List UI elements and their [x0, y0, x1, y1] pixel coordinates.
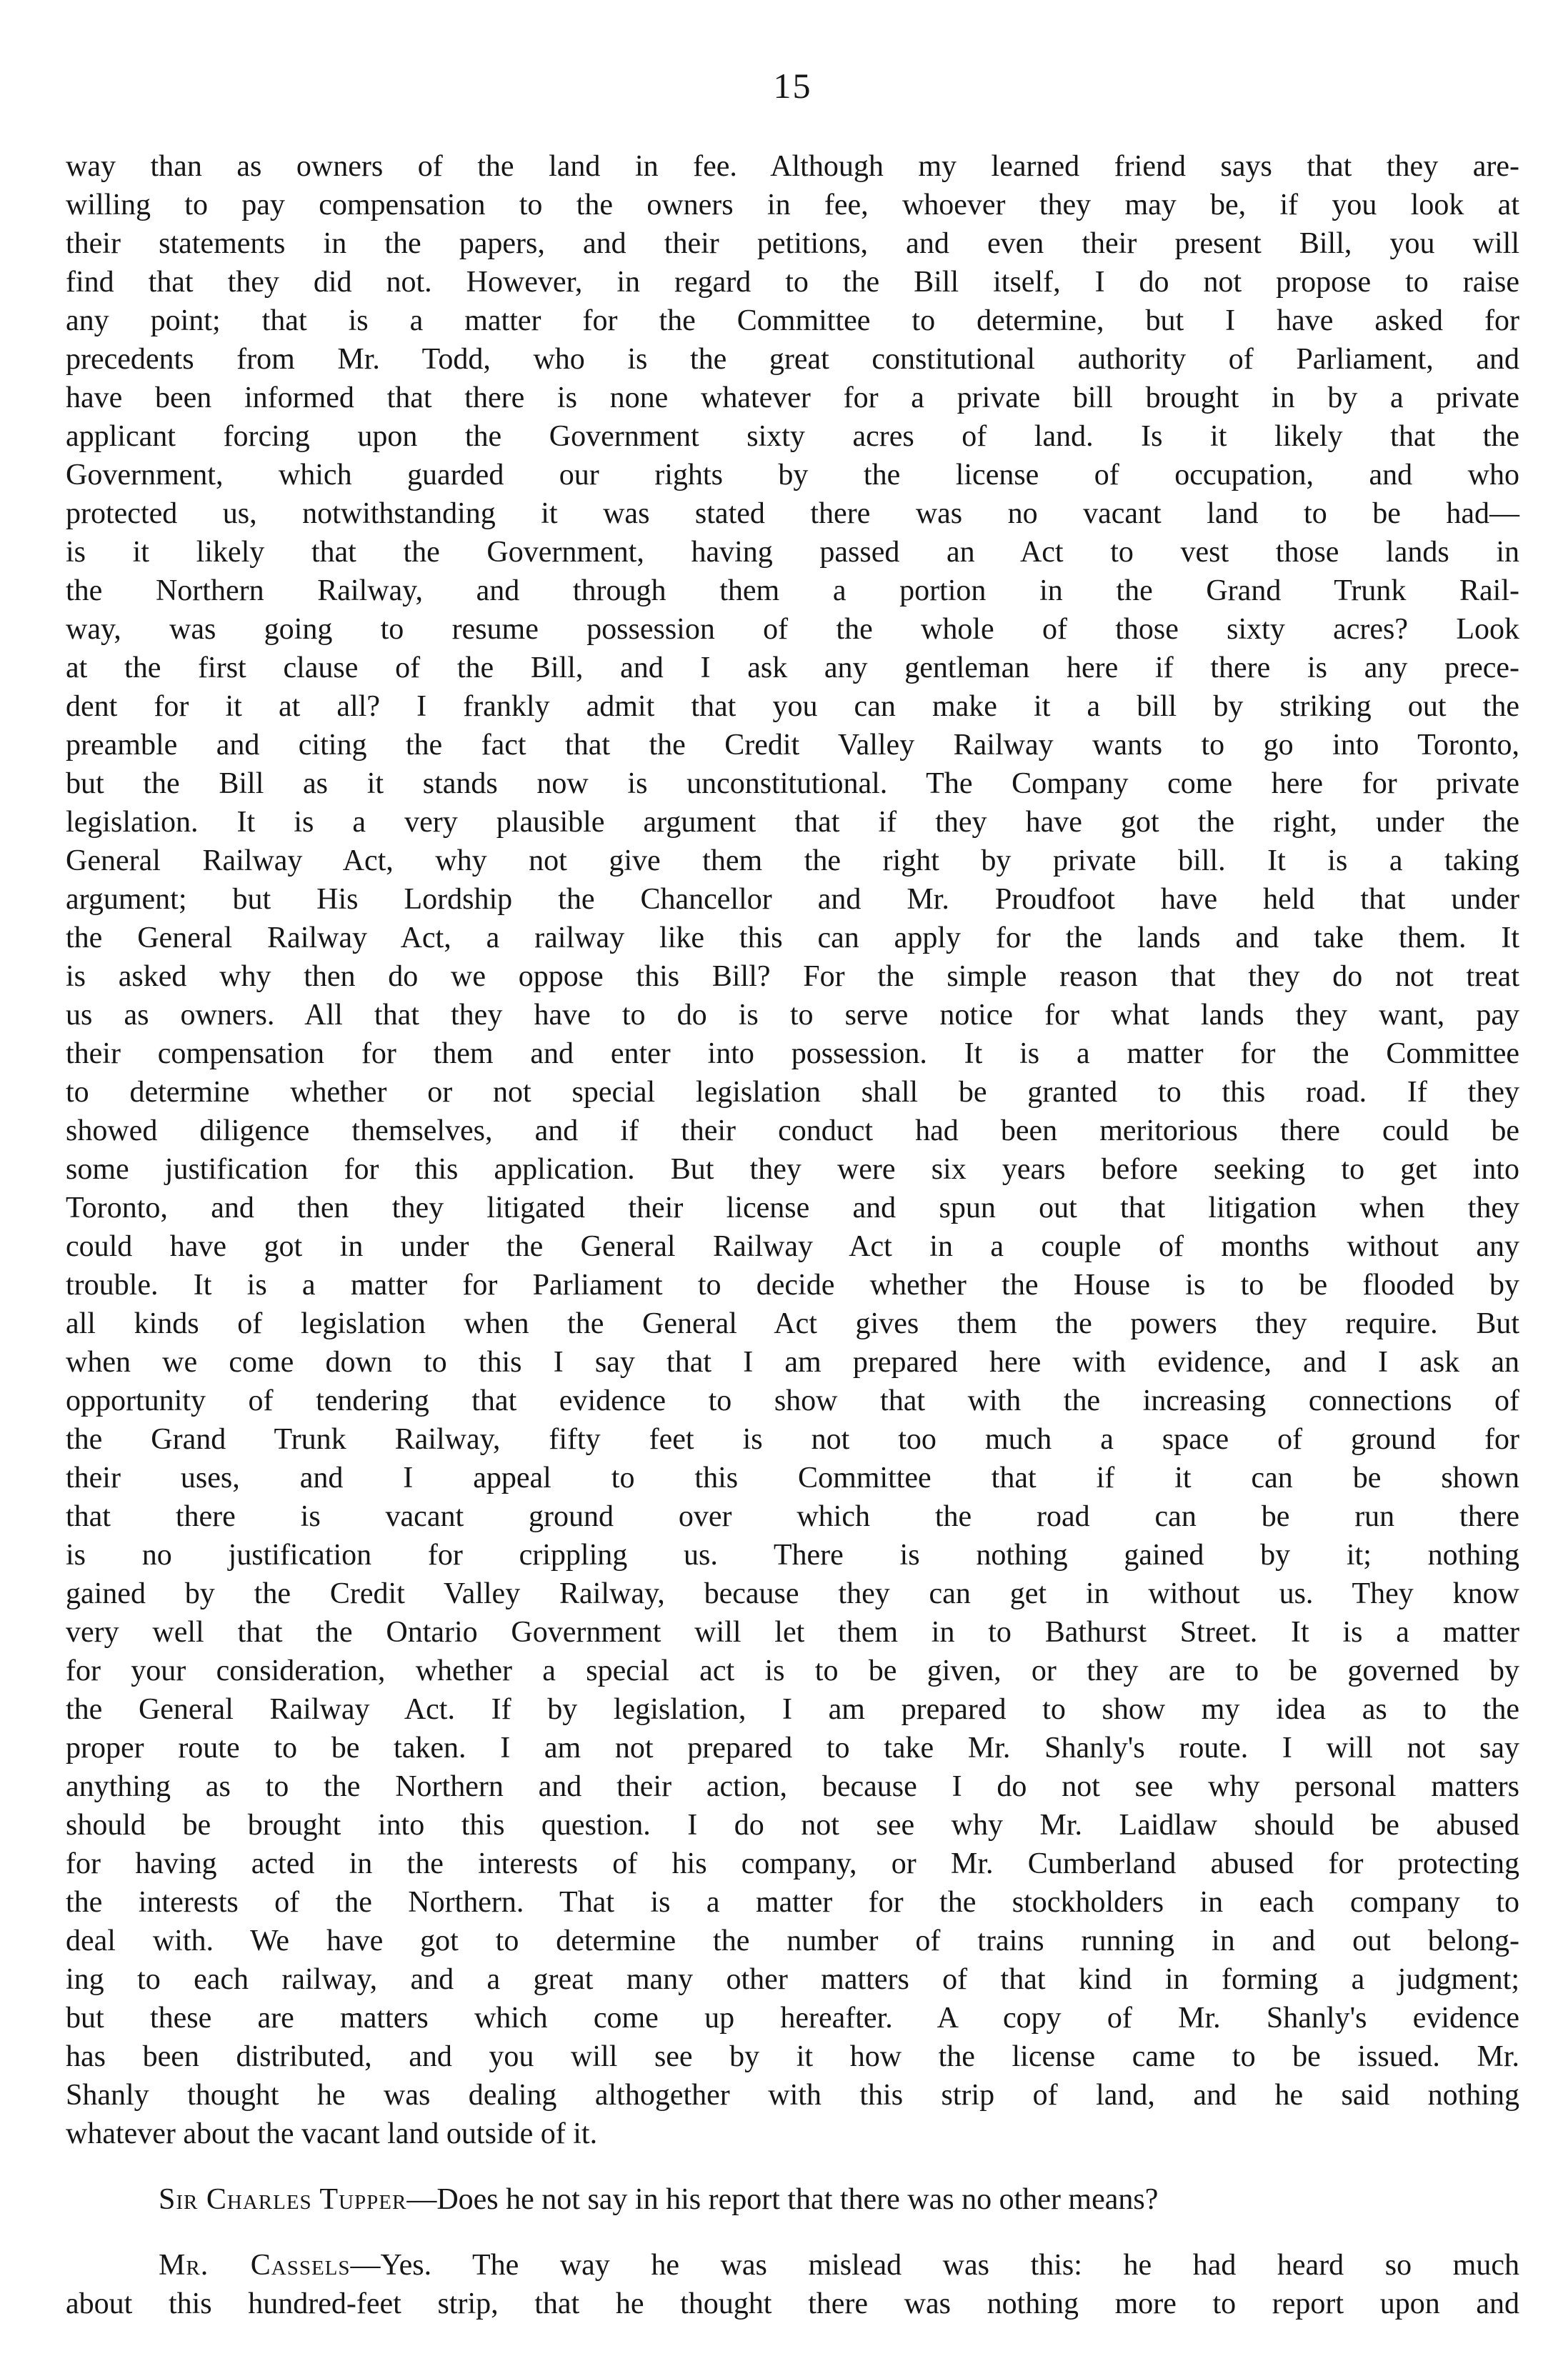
speech-text: —Yes. The way he was mislead was this: he had heard so much: [350, 2249, 1519, 2282]
text-line: showed diligence themselves, and if their conduct had been meritorious there could be: [66, 1114, 1519, 1147]
text-line: opportunity of tendering that evidence to show that with the increasing connections of: [66, 1384, 1519, 1417]
text-line: find that they did not. However, in regard to the Bill itself, I do not propose to raise: [66, 266, 1519, 299]
speaker-name: Mr. Cassels: [159, 2249, 351, 2282]
text-line: the General Railway Act, a railway like this can apply for the lands and take them. It: [66, 922, 1519, 954]
page-number: 15: [773, 66, 812, 106]
text-line: argument; but His Lordship the Chancellor and Mr. Proudfoot have held that under: [66, 883, 1519, 916]
text-line: way than as owners of the land in fee. Although my learned friend says that they are-: [66, 150, 1519, 183]
text-line: proper route to be taken. I am not prepared to take Mr. Shanly's route. I will not say: [66, 1732, 1519, 1764]
text-line: has been distributed, and you will see by it how the license came to be issued. Mr.: [66, 2040, 1519, 2073]
text-line: very well that the Ontario Government will let them in to Bathurst Street. It is a matter: [66, 1616, 1519, 1649]
text-line: the General Railway Act. If by legislation, I am prepared to show my idea as to the: [66, 1693, 1519, 1726]
text-line: dent for it at all? I frankly admit that you can make it a bill by striking out the: [66, 690, 1519, 723]
document-page: [66, 0, 1519, 2376]
text-line: have been informed that there is none whatever for a private bill brought in by a private: [66, 381, 1519, 414]
text-line: should be brought into this question. I do not see why Mr. Laidlaw should be abused: [66, 1809, 1519, 1842]
text-line: Government, which guarded our rights by the license of occupation, and who: [66, 459, 1519, 491]
text-line: for having acted in the interests of his company, or Mr. Cumberland abused for protecting: [66, 1847, 1519, 1880]
text-line: Shanly thought he was dealing althogether with this strip of land, and he said nothing: [66, 2079, 1519, 2112]
text-line: us as owners. All that they have to do is to serve notice for what lands they want, pay: [66, 999, 1519, 1032]
text-line: gained by the Credit Valley Railway, because they can get in without us. They know: [66, 1577, 1519, 1610]
text-line: deal with. We have got to determine the number of trains running in and out belong-: [66, 1925, 1519, 1957]
speech-text: —Does he not say in his report that there was no other means?: [406, 2183, 1159, 2216]
text-line: the Grand Trunk Railway, fifty feet is not too much a space of ground for: [66, 1423, 1519, 1456]
text-line: ing to each railway, and a great many other matters of that kind in forming a judgment;: [66, 1963, 1519, 1996]
text-line: when we come down to this I say that I am prepared here with evidence, and I ask an: [66, 1346, 1519, 1379]
text-line: [66, 2246, 1519, 2285]
text-line: any point; that is a matter for the Committee to determine, but I have asked for: [66, 304, 1519, 337]
text-line: precedents from Mr. Todd, who is the great constitutional authority of Parliament, and: [66, 343, 1519, 376]
text-line: at the first clause of the Bill, and I ask any gentleman here if there is any prece-: [66, 652, 1519, 684]
text-line: [66, 2180, 1519, 2219]
text-line: for your consideration, whether a special act is to be given, or they are to be governed by: [66, 1654, 1519, 1687]
text-line: whatever about the vacant land outside of it.: [66, 2117, 598, 2150]
text-line: but the Bill as it stands now is unconstitutional. The Company come here for private: [66, 767, 1519, 800]
text-line: some justification for this application. But they were six years before seeking to get into: [66, 1153, 1519, 1186]
paragraph-counsel-argument: [66, 147, 1519, 2153]
text-line: way, was going to resume possession of the whole of those sixty acres? Look: [66, 613, 1519, 646]
text-line: that there is vacant ground over which the road can be run there: [66, 1500, 1519, 1533]
text-line: is it likely that the Government, having passed an Act to vest those lands in: [66, 536, 1519, 569]
text-line: about this hundred-feet strip, that he thought there was nothing more to report upon and: [66, 2287, 1519, 2320]
text-line: their statements in the papers, and their petitions, and even their present Bill, you will: [66, 227, 1519, 260]
speaker-name: Sir Charles Tupper: [159, 2183, 407, 2216]
text-line: General Railway Act, why not give them the right by private bill. It is a taking: [66, 844, 1519, 877]
paragraph-question: [66, 2180, 1519, 2219]
text-line: the interests of the Northern. That is a matter for the stockholders in each company to: [66, 1886, 1519, 1919]
text-line: could have got in under the General Railway Act in a couple of months without any: [66, 1230, 1519, 1263]
text-line: but these are matters which come up hereafter. A copy of Mr. Shanly's evidence: [66, 2002, 1519, 2035]
text-line: preamble and citing the fact that the Credit Valley Railway wants to go into Toronto,: [66, 729, 1519, 762]
text-line: is asked why then do we oppose this Bill? For the simple reason that they do not treat: [66, 960, 1519, 993]
text-line: anything as to the Northern and their action, because I do not see why personal matters: [66, 1770, 1519, 1803]
text-line: willing to pay compensation to the owners in fee, whoever they may be, if you look at: [66, 189, 1519, 221]
text-line: to determine whether or not special legislation shall be granted to this road. If they: [66, 1076, 1519, 1109]
paragraph-answer: [66, 2246, 1519, 2323]
text-line: all kinds of legislation when the General Act gives them the powers they require. But: [66, 1307, 1519, 1340]
text-line: Toronto, and then they litigated their license and spun out that litigation when they: [66, 1192, 1519, 1224]
text-line: the Northern Railway, and through them a portion in the Grand Trunk Rail-: [66, 574, 1519, 607]
text-line: applicant forcing upon the Government sixty acres of land. Is it likely that the: [66, 420, 1519, 453]
paragraph-gap: [66, 2153, 1519, 2180]
paragraph-gap: [66, 2219, 1519, 2246]
text-line: legislation. It is a very plausible argument that if they have got the right, under the: [66, 806, 1519, 839]
text-line: protected us, notwithstanding it was stated there was no vacant land to be had—: [66, 497, 1519, 530]
text-line: their uses, and I appeal to this Committee that if it can be shown: [66, 1462, 1519, 1494]
text-line: trouble. It is a matter for Parliament to decide whether the House is to be flooded by: [66, 1269, 1519, 1302]
text-line: is no justification for crippling us. There is nothing gained by it; nothing: [66, 1539, 1519, 1572]
text-line: their compensation for them and enter into possession. It is a matter for the Committee: [66, 1037, 1519, 1070]
body-text: [66, 147, 1519, 2323]
